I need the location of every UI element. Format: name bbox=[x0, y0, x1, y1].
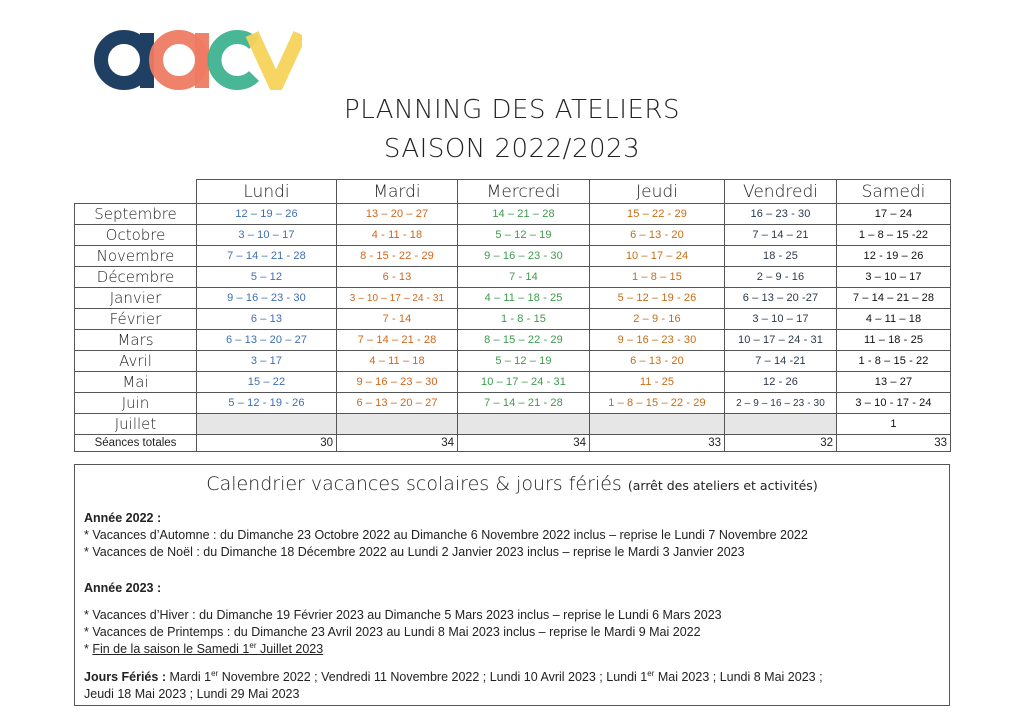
header-row bbox=[75, 180, 951, 204]
total-cell: 33 bbox=[590, 435, 725, 452]
dates-cell: 3 – 10 – 17 bbox=[725, 309, 837, 330]
dates-cell: 9 – 16 – 23 - 30 bbox=[590, 330, 725, 351]
dates-cell: 7 – 14 -21 bbox=[725, 351, 837, 372]
month-label: Mai bbox=[75, 372, 197, 393]
dates-cell: 6 – 13 - 20 bbox=[590, 351, 725, 372]
aacv-logo bbox=[94, 30, 302, 90]
logo-letter-v bbox=[252, 34, 300, 86]
dates-cell: 13 – 27 bbox=[837, 372, 951, 393]
logo-letter-c bbox=[214, 37, 254, 83]
month-label: Décembre bbox=[75, 267, 197, 288]
month-label: Mars bbox=[75, 330, 197, 351]
vacation-item: * Vacances de Noël : du Dimanche 18 Décembre 2022 au Lundi 2 Janvier 2023 inclus – reprise le Mardi 3 Janvier 2023 bbox=[84, 545, 745, 559]
totals-row bbox=[75, 435, 951, 452]
table-row bbox=[75, 288, 951, 309]
dates-cell: 4 - 11 - 18 bbox=[337, 225, 458, 246]
dates-cell: 10 – 17 – 24 - 31 bbox=[725, 330, 837, 351]
dates-cell: 11 - 25 bbox=[590, 372, 725, 393]
season-end-bullet: * bbox=[84, 642, 93, 656]
dates-cell: 4 – 11 – 18 bbox=[837, 309, 951, 330]
totals-label: Séances totales bbox=[75, 435, 197, 452]
season-end-sup: er bbox=[249, 640, 257, 650]
dates-cell: 5 – 12 - 19 - 26 bbox=[197, 393, 337, 414]
season-end-text bbox=[92, 642, 323, 656]
dates-cell: 6 – 13 – 20 – 27 bbox=[197, 330, 337, 351]
holidays-line bbox=[84, 670, 823, 684]
year-2022-label: Année 2022 : bbox=[84, 511, 162, 525]
dates-cell: 12 - 26 bbox=[725, 372, 837, 393]
table-row bbox=[75, 330, 951, 351]
dates-cell: 7 – 14 – 21 - 28 bbox=[337, 330, 458, 351]
table-row bbox=[75, 246, 951, 267]
dates-cell: 6 – 13 - 20 bbox=[590, 225, 725, 246]
dates-cell: 8 – 15 – 22 - 29 bbox=[458, 330, 590, 351]
dates-cell: 1 – 8 – 15 bbox=[590, 267, 725, 288]
page-title: PLANNING DES ATELIERS bbox=[344, 95, 680, 125]
dates-cell: 7 – 14 – 21 – 28 bbox=[837, 288, 951, 309]
dates-cell: 3 – 10 – 17 – 24 - 31 bbox=[337, 288, 458, 309]
dates-cell: 8 - 15 - 22 - 29 bbox=[337, 246, 458, 267]
vacation-subtitle: (arrêt des ateliers et activités) bbox=[627, 478, 818, 493]
vacation-item: * Vacances d’Automne : du Dimanche 23 Octobre 2022 au Dimanche 6 Novembre 2022 inclus – reprise le Lundi 7 Novembre 2022 bbox=[84, 528, 808, 542]
empty-cell bbox=[590, 414, 725, 435]
dates-cell: 7 – 14 – 21 - 28 bbox=[197, 246, 337, 267]
dates-cell: 2 – 9 - 16 bbox=[725, 267, 837, 288]
month-label: Juin bbox=[75, 393, 197, 414]
dates-cell: 16 – 23 - 30 bbox=[725, 204, 837, 225]
table-row bbox=[75, 204, 951, 225]
day-header-samedi: Samedi bbox=[837, 180, 951, 204]
dates-cell: 3 – 10 – 17 bbox=[837, 267, 951, 288]
holidays-sup: er bbox=[647, 668, 655, 678]
dates-cell: 11 – 18 - 25 bbox=[837, 330, 951, 351]
vacation-item: * Vacances de Printemps : du Dimanche 23 Avril 2023 au Lundi 8 Mai 2023 inclus – reprise le Mardi 9 Mai 2022 bbox=[84, 625, 701, 639]
dates-cell: 5 – 12 – 19 bbox=[458, 225, 590, 246]
month-label: Septembre bbox=[75, 204, 197, 225]
dates-cell: 3 – 10 – 17 bbox=[197, 225, 337, 246]
table-row bbox=[75, 267, 951, 288]
dates-cell: 9 – 16 – 23 - 30 bbox=[458, 246, 590, 267]
dates-cell: 7 - 14 bbox=[458, 267, 590, 288]
dates-cell: 9 – 16 – 23 - 30 bbox=[197, 288, 337, 309]
table-row bbox=[75, 372, 951, 393]
table-row bbox=[75, 225, 951, 246]
month-label: Janvier bbox=[75, 288, 197, 309]
dates-cell: 1 bbox=[837, 414, 951, 435]
holidays-label: Jours Fériés : bbox=[84, 670, 166, 684]
season-end-line bbox=[84, 642, 323, 656]
empty-cell bbox=[337, 414, 458, 435]
month-label: Février bbox=[75, 309, 197, 330]
dates-cell: 9 – 16 – 23 – 30 bbox=[337, 372, 458, 393]
holidays-part: Mai 2023 ; Lundi 8 Mai 2023 ; bbox=[654, 670, 823, 684]
season-end-part: Fin de la saison le Samedi 1 bbox=[92, 642, 250, 656]
day-header-mercredi: Mercredi bbox=[458, 180, 590, 204]
table-row bbox=[75, 414, 951, 435]
table-row bbox=[75, 309, 951, 330]
vacation-title bbox=[75, 473, 949, 495]
dates-cell: 6 – 13 bbox=[197, 309, 337, 330]
dates-cell: 6 - 13 bbox=[337, 267, 458, 288]
season-end-part: Juillet 2023 bbox=[256, 642, 324, 656]
empty-cell bbox=[197, 414, 337, 435]
month-label: Octobre bbox=[75, 225, 197, 246]
dates-cell: 14 – 21 – 28 bbox=[458, 204, 590, 225]
dates-cell: 13 – 20 – 27 bbox=[337, 204, 458, 225]
dates-cell: 17 – 24 bbox=[837, 204, 951, 225]
dates-cell: 18 - 25 bbox=[725, 246, 837, 267]
dates-cell: 10 – 17 – 24 bbox=[590, 246, 725, 267]
page-subtitle: SAISON 2022/2023 bbox=[383, 134, 641, 164]
dates-cell: 7 – 14 – 21 - 28 bbox=[458, 393, 590, 414]
dates-cell: 10 – 17 – 24 - 31 bbox=[458, 372, 590, 393]
schedule-table bbox=[74, 179, 951, 452]
table-row bbox=[75, 351, 951, 372]
month-label: Novembre bbox=[75, 246, 197, 267]
vacation-item: * Vacances d’Hiver : du Dimanche 19 Février 2023 au Dimanche 5 Mars 2023 inclus – reprise le Lundi 6 Mars 2023 bbox=[84, 608, 722, 622]
month-label: Juillet bbox=[75, 414, 197, 435]
table-row bbox=[75, 393, 951, 414]
dates-cell: 1 - 8 - 15 bbox=[458, 309, 590, 330]
total-cell: 33 bbox=[837, 435, 951, 452]
dates-cell: 5 – 12 – 19 bbox=[458, 351, 590, 372]
holidays-part: Novembre 2022 ; Vendredi 11 Novembre 2022 ; Lundi 10 Avril 2023 ; Lundi 1 bbox=[218, 670, 648, 684]
header-corner bbox=[75, 180, 197, 204]
dates-cell: 1 – 8 – 15 – 22 - 29 bbox=[590, 393, 725, 414]
empty-cell bbox=[458, 414, 590, 435]
dates-cell: 4 – 11 – 18 bbox=[337, 351, 458, 372]
holidays-line-2: Jeudi 18 Mai 2023 ; Lundi 29 Mai 2023 bbox=[84, 687, 300, 701]
total-cell: 30 bbox=[197, 435, 337, 452]
dates-cell: 7 – 14 – 21 bbox=[725, 225, 837, 246]
year-2023-label: Année 2023 : bbox=[84, 581, 162, 595]
vacation-title-text: Calendrier vacances scolaires & jours fériés bbox=[206, 473, 622, 495]
dates-cell: 1 - 8 – 15 - 22 bbox=[837, 351, 951, 372]
dates-cell: 12 – 19 – 26 bbox=[197, 204, 337, 225]
total-cell: 32 bbox=[725, 435, 837, 452]
dates-cell: 3 – 10 - 17 - 24 bbox=[837, 393, 951, 414]
day-header-mardi: Mardi bbox=[337, 180, 458, 204]
vacation-calendar-box bbox=[74, 464, 950, 706]
dates-cell: 15 – 22 bbox=[197, 372, 337, 393]
day-header-lundi: Lundi bbox=[197, 180, 337, 204]
dates-cell: 12 - 19 – 26 bbox=[837, 246, 951, 267]
dates-cell: 6 – 13 – 20 – 27 bbox=[337, 393, 458, 414]
dates-cell: 3 – 17 bbox=[197, 351, 337, 372]
month-label: Avril bbox=[75, 351, 197, 372]
dates-cell: 6 – 13 – 20 -27 bbox=[725, 288, 837, 309]
dates-cell: 1 – 8 – 15 -22 bbox=[837, 225, 951, 246]
total-cell: 34 bbox=[337, 435, 458, 452]
dates-cell: 2 – 9 – 16 – 23 - 30 bbox=[725, 393, 837, 414]
dates-cell: 7 - 14 bbox=[337, 309, 458, 330]
dates-cell: 15 – 22 - 29 bbox=[590, 204, 725, 225]
dates-cell: 5 – 12 bbox=[197, 267, 337, 288]
day-header-jeudi: Jeudi bbox=[590, 180, 725, 204]
dates-cell: 5 – 12 – 19 - 26 bbox=[590, 288, 725, 309]
logo-letter-a2-stem bbox=[195, 33, 209, 88]
holidays-part: Mardi 1 bbox=[165, 670, 212, 684]
dates-cell: 4 – 11 – 18 - 25 bbox=[458, 288, 590, 309]
holidays-sup: er bbox=[211, 668, 219, 678]
empty-cell bbox=[725, 414, 837, 435]
day-header-vendredi: Vendredi bbox=[725, 180, 837, 204]
total-cell: 34 bbox=[458, 435, 590, 452]
dates-cell: 2 – 9 - 16 bbox=[590, 309, 725, 330]
